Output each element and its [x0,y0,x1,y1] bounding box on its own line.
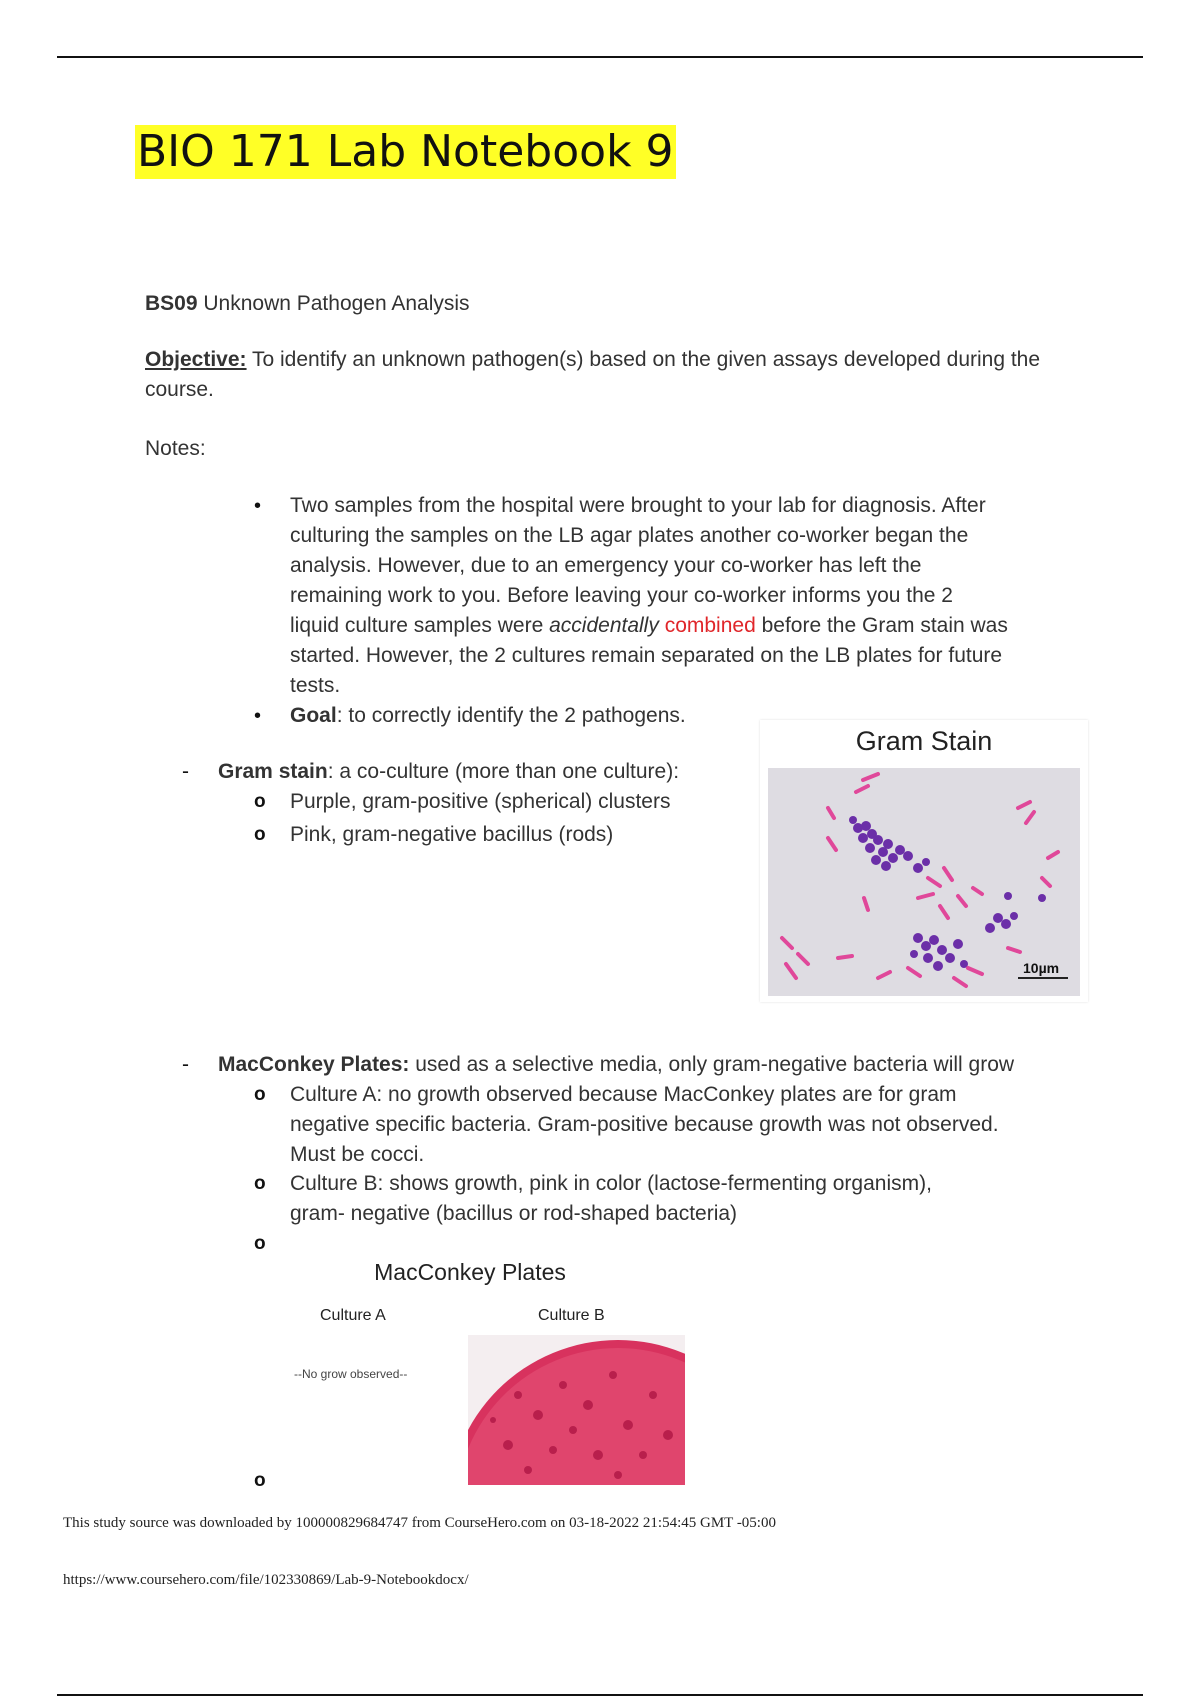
footer-url[interactable]: https://www.coursehero.com/file/102330869/Lab-9-Notebookdocx/ [63,1572,469,1588]
notes-bullets [254,491,1069,731]
gram-label: Gram stain [218,760,328,783]
circle-marker: o [254,1233,266,1254]
circle-marker: o [254,1084,266,1105]
bullet1-red: combined [658,614,756,637]
macconkey-figure [290,1255,685,1485]
scale-bar-label: 10µm [1023,960,1060,976]
gram-stain-figure [760,720,1088,1002]
bullet1-line1: Two samples from the hospital were brought to your lab for diagnosis. After [290,494,986,517]
macconkey-label: MacConkey Plates: [218,1053,410,1076]
circle-marker: o [254,1470,266,1491]
page-title: BIO 171 Lab Notebook 9 [137,126,674,177]
objective-line1: To identify an unknown pathogen(s) based on the given assays developed during the [246,348,1041,371]
dash-marker: - [182,1053,189,1076]
subtitle-text: Unknown Pathogen Analysis [197,292,470,315]
macconkey-text: used as a selective media, only gram-negative bacteria will grow [409,1053,1015,1076]
bullet1-line5-post: before the Gram stain was [755,614,1008,637]
circle-marker: o [254,1173,266,1194]
culture-a-line3: Must be cocci. [290,1143,425,1166]
culture-a-line1: Culture A: no growth observed because MacConkey plates are for gram [290,1083,957,1106]
goal-text: : to correctly identify the 2 pathogens. [336,704,686,727]
macconkey-plate-image [468,1335,685,1485]
gram-item-2: Pink, gram-negative bacillus (rods) [290,823,614,846]
no-growth-label: --No grow observed-- [294,1367,408,1381]
bullet1-line5-pre: liquid culture samples were [290,614,550,637]
dash-marker: - [182,760,189,783]
bullet1-line6: started. However, the 2 cultures remain separated on the LB plates for future [290,644,1003,667]
top-rule [57,56,1143,58]
culture-b-line2: gram- negative (bacillus or rod-shaped bacteria) [290,1202,738,1225]
footer-download-note: This study source was downloaded by 100000829684747 from CourseHero.com on 03-18-2022 21:54:45 GMT -05:00 [63,1515,776,1531]
bottom-rule [57,1694,1143,1696]
bullet1-italic: accidentally [549,614,659,637]
subtitle-code: BS09 [145,292,198,315]
subtitle [145,289,470,319]
bullet1-line3: analysis. However, due to an emergency your co-worker has left the [290,554,922,577]
bullet-samples [254,491,1069,701]
macconkey-figure-title: MacConkey Plates [374,1259,566,1285]
circle-marker: o [254,791,266,812]
culture-b-label: Culture B [538,1307,605,1324]
goal-label: Goal [290,704,337,727]
objective-label: Objective: [145,348,247,371]
objective [145,345,1095,405]
circle-marker: o [254,824,266,845]
notes-label: Notes: [145,437,206,460]
bullet1-line4: remaining work to you. Before leaving your co-worker informs you the 2 [290,584,953,607]
gram-heading [218,757,679,787]
culture-b-line1: Culture B: shows growth, pink in color (lactose-fermenting organism), [290,1172,932,1195]
culture-a-item [290,1080,1090,1170]
objective-line2: course. [145,378,214,401]
gram-stain-micrograph [768,768,1080,996]
gram-text: : a co-culture (more than one culture): [327,760,680,783]
macconkey-heading [218,1050,1118,1080]
culture-a-label: Culture A [320,1307,386,1324]
gram-figure-title: Gram Stain [855,726,993,756]
bullet1-line7: tests. [290,674,341,697]
culture-a-line2: negative specific bacteria. Gram-positive because growth was not observed. [290,1113,999,1136]
culture-b-item [290,1169,1090,1229]
bullet1-line2: culturing the samples on the LB agar plates another co-worker began the [290,524,969,547]
gram-item-1: Purple, gram-positive (spherical) clusters [290,790,671,813]
